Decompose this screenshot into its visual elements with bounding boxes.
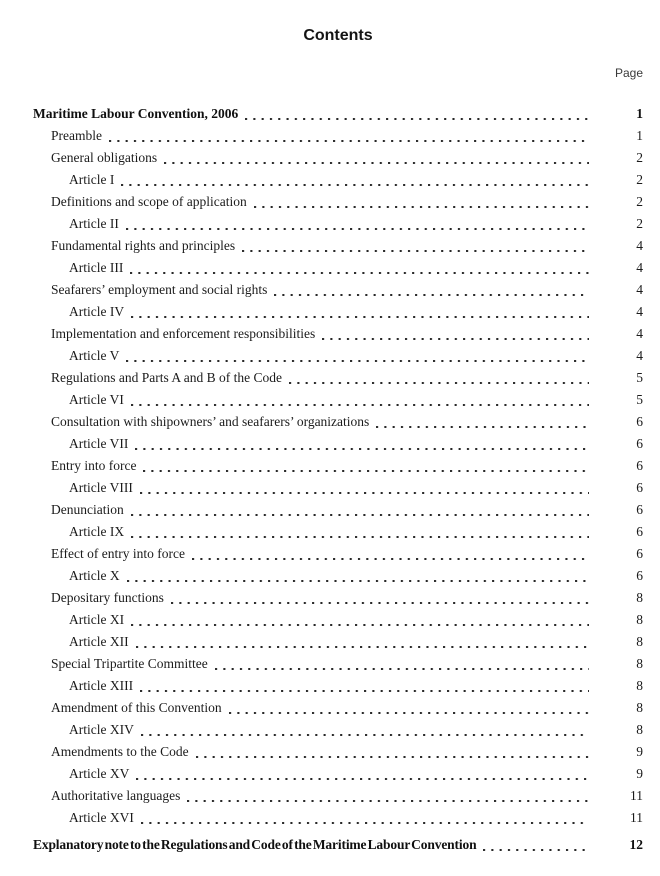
dot-leader	[229, 712, 589, 714]
toc-entry-page: 9	[636, 744, 643, 759]
dot-leader	[215, 668, 589, 670]
dot-leader	[164, 162, 589, 164]
toc-entry-label: Article XIII	[69, 678, 134, 693]
toc-entry-page: 11	[630, 788, 643, 803]
dot-leader	[140, 492, 589, 494]
toc-entry	[33, 499, 643, 521]
toc-entry-label: Article VIII	[69, 480, 133, 495]
toc-entry-label: Entry into force	[51, 458, 137, 473]
toc-entry	[33, 279, 643, 301]
toc-entry	[33, 455, 643, 477]
dot-leader	[192, 558, 589, 560]
toc-entry-page: 6	[636, 568, 643, 583]
toc-entry-page: 8	[636, 656, 643, 671]
toc-entry-label: Article XI	[69, 612, 125, 627]
toc-entry-label: Seafarers’ employment and social rights	[51, 282, 268, 297]
toc-entry-page: 8	[636, 590, 643, 605]
toc-entry	[33, 433, 643, 455]
toc-entry-label: Amendments to the Code	[51, 744, 189, 759]
toc-entry-label: Fundamental rights and principles	[51, 238, 236, 253]
toc-entry-page: 6	[636, 524, 643, 539]
toc-entry	[33, 191, 643, 213]
toc-entry	[33, 103, 643, 125]
toc-entry-label: Article V	[69, 348, 120, 363]
toc-entry-page: 4	[636, 260, 643, 275]
toc-entry-label: Article XVI	[69, 810, 134, 825]
dot-leader	[140, 690, 589, 692]
toc-entry-page: 1	[636, 106, 643, 121]
dot-leader	[187, 800, 589, 802]
toc-entry-label: Article VI	[69, 392, 124, 407]
toc-entry	[33, 609, 643, 631]
toc-entry	[33, 389, 643, 411]
toc-entry	[33, 345, 643, 367]
toc-entry-label: Authoritative languages	[51, 788, 181, 803]
toc-entry-label: Maritime Labour Convention, 2006	[33, 106, 239, 121]
toc-entry-page: 1	[636, 128, 643, 143]
toc-entry-label: Article III	[69, 260, 124, 275]
toc-entry-label: Article IV	[69, 304, 125, 319]
toc-entry	[33, 367, 643, 389]
dot-leader	[289, 382, 589, 384]
dot-leader	[242, 250, 589, 252]
toc-entry-label: Article II	[69, 216, 119, 231]
dot-leader	[126, 228, 589, 230]
dot-leader	[196, 756, 589, 758]
toc-entry-label: Denunciation	[51, 502, 124, 517]
toc-entry	[33, 763, 643, 785]
dot-leader	[254, 206, 589, 208]
toc-entry-page: 8	[636, 634, 643, 649]
toc-entry	[33, 323, 643, 345]
toc-entry-label: Implementation and enforcement responsibilities	[51, 326, 316, 341]
toc-entry	[33, 543, 643, 565]
toc-entry	[33, 631, 643, 653]
toc-entry-label: Consultation with shipowners’ and seafarers’ organizations	[51, 414, 370, 429]
toc-entry-label: Amendment of this Convention	[51, 700, 222, 715]
toc-entry-label: Article XV	[69, 766, 130, 781]
dot-leader	[131, 404, 589, 406]
toc-entry-page: 2	[636, 150, 643, 165]
toc-entry	[33, 257, 643, 279]
toc-entry	[33, 697, 643, 719]
toc-entry-label: Depositary functions	[51, 590, 164, 605]
toc-entry	[33, 653, 643, 675]
dot-leader	[130, 272, 589, 274]
toc-entry	[33, 169, 643, 191]
toc-entry-page: 11	[630, 810, 643, 825]
toc-entry-page: 4	[636, 304, 643, 319]
toc-entry-page: 12	[629, 837, 643, 852]
toc-entry-label: Explanatory note to the Regulations and Code of the Maritime Labour Convention	[33, 837, 477, 852]
toc-entry-label: Article X	[69, 568, 120, 583]
dot-leader	[131, 514, 589, 516]
toc-entry-page: 8	[636, 722, 643, 737]
toc-entry-page: 2	[636, 194, 643, 209]
page-column-label: Page	[614, 66, 643, 80]
dot-leader	[171, 602, 589, 604]
toc-entry-page: 6	[636, 458, 643, 473]
toc-entry-label: Regulations and Parts A and B of the Code	[51, 370, 282, 385]
toc-entry	[33, 587, 643, 609]
dot-leader	[121, 184, 589, 186]
toc-entry-label: Article I	[69, 172, 115, 187]
toc-entry-page: 6	[636, 414, 643, 429]
dot-leader	[245, 118, 589, 120]
toc-entry-page: 8	[636, 700, 643, 715]
dot-leader	[141, 822, 589, 824]
dot-leader	[109, 140, 589, 142]
toc-entry-page: 4	[636, 348, 643, 363]
toc-entry	[33, 125, 643, 147]
toc-entry-page: 4	[636, 326, 643, 341]
toc-entry-label: Article VII	[69, 436, 129, 451]
toc-entry-page: 6	[636, 502, 643, 517]
toc-entry-page: 6	[636, 480, 643, 495]
dot-leader	[143, 470, 589, 472]
content-area	[33, 0, 643, 856]
toc-entry-page: 2	[636, 216, 643, 231]
dot-leader	[131, 316, 589, 318]
toc-entry-page: 6	[636, 436, 643, 451]
toc-entry-label: General obligations	[51, 150, 158, 165]
toc-entry-page: 5	[636, 392, 643, 407]
toc-entry-label: Article XII	[69, 634, 129, 649]
toc-entry-page: 6	[636, 546, 643, 561]
toc-entry-label: Effect of entry into force	[51, 546, 185, 561]
dot-leader	[126, 360, 589, 362]
table-of-contents	[33, 103, 643, 856]
toc-entry-label: Preamble	[51, 128, 102, 143]
toc-entry	[33, 235, 643, 257]
toc-entry-page: 9	[636, 766, 643, 781]
toc-entry-label: Special Tripartite Committee	[51, 656, 208, 671]
toc-entry	[33, 477, 643, 499]
dot-leader	[135, 448, 589, 450]
toc-entry	[33, 213, 643, 235]
toc-entry-page: 4	[636, 238, 643, 253]
toc-entry-page: 4	[636, 282, 643, 297]
toc-entry	[33, 411, 643, 433]
dot-leader	[483, 849, 589, 851]
toc-entry-label: Definitions and scope of application	[51, 194, 247, 209]
toc-entry	[33, 741, 643, 763]
toc-entry-page: 2	[636, 172, 643, 187]
dot-leader	[274, 294, 589, 296]
dot-leader	[136, 646, 589, 648]
toc-entry-label: Article XIV	[69, 722, 134, 737]
toc-entry	[33, 675, 643, 697]
dot-leader	[376, 426, 589, 428]
toc-entry	[33, 565, 643, 587]
toc-entry	[33, 785, 643, 807]
toc-entry-page: 5	[636, 370, 643, 385]
toc-entry-label: Article IX	[69, 524, 125, 539]
dot-leader	[127, 580, 589, 582]
toc-entry	[33, 301, 643, 323]
toc-entry	[33, 521, 643, 543]
dot-leader	[131, 624, 589, 626]
dot-leader	[141, 734, 589, 736]
page-title: Contents	[303, 27, 373, 44]
toc-entry-page: 8	[636, 612, 643, 627]
toc-entry-page: 8	[636, 678, 643, 693]
toc-entry	[33, 834, 643, 856]
toc-entry	[33, 719, 643, 741]
toc-entry	[33, 147, 643, 169]
dot-leader	[136, 778, 589, 780]
toc-entry	[33, 807, 643, 829]
dot-leader	[131, 536, 589, 538]
dot-leader	[322, 338, 589, 340]
